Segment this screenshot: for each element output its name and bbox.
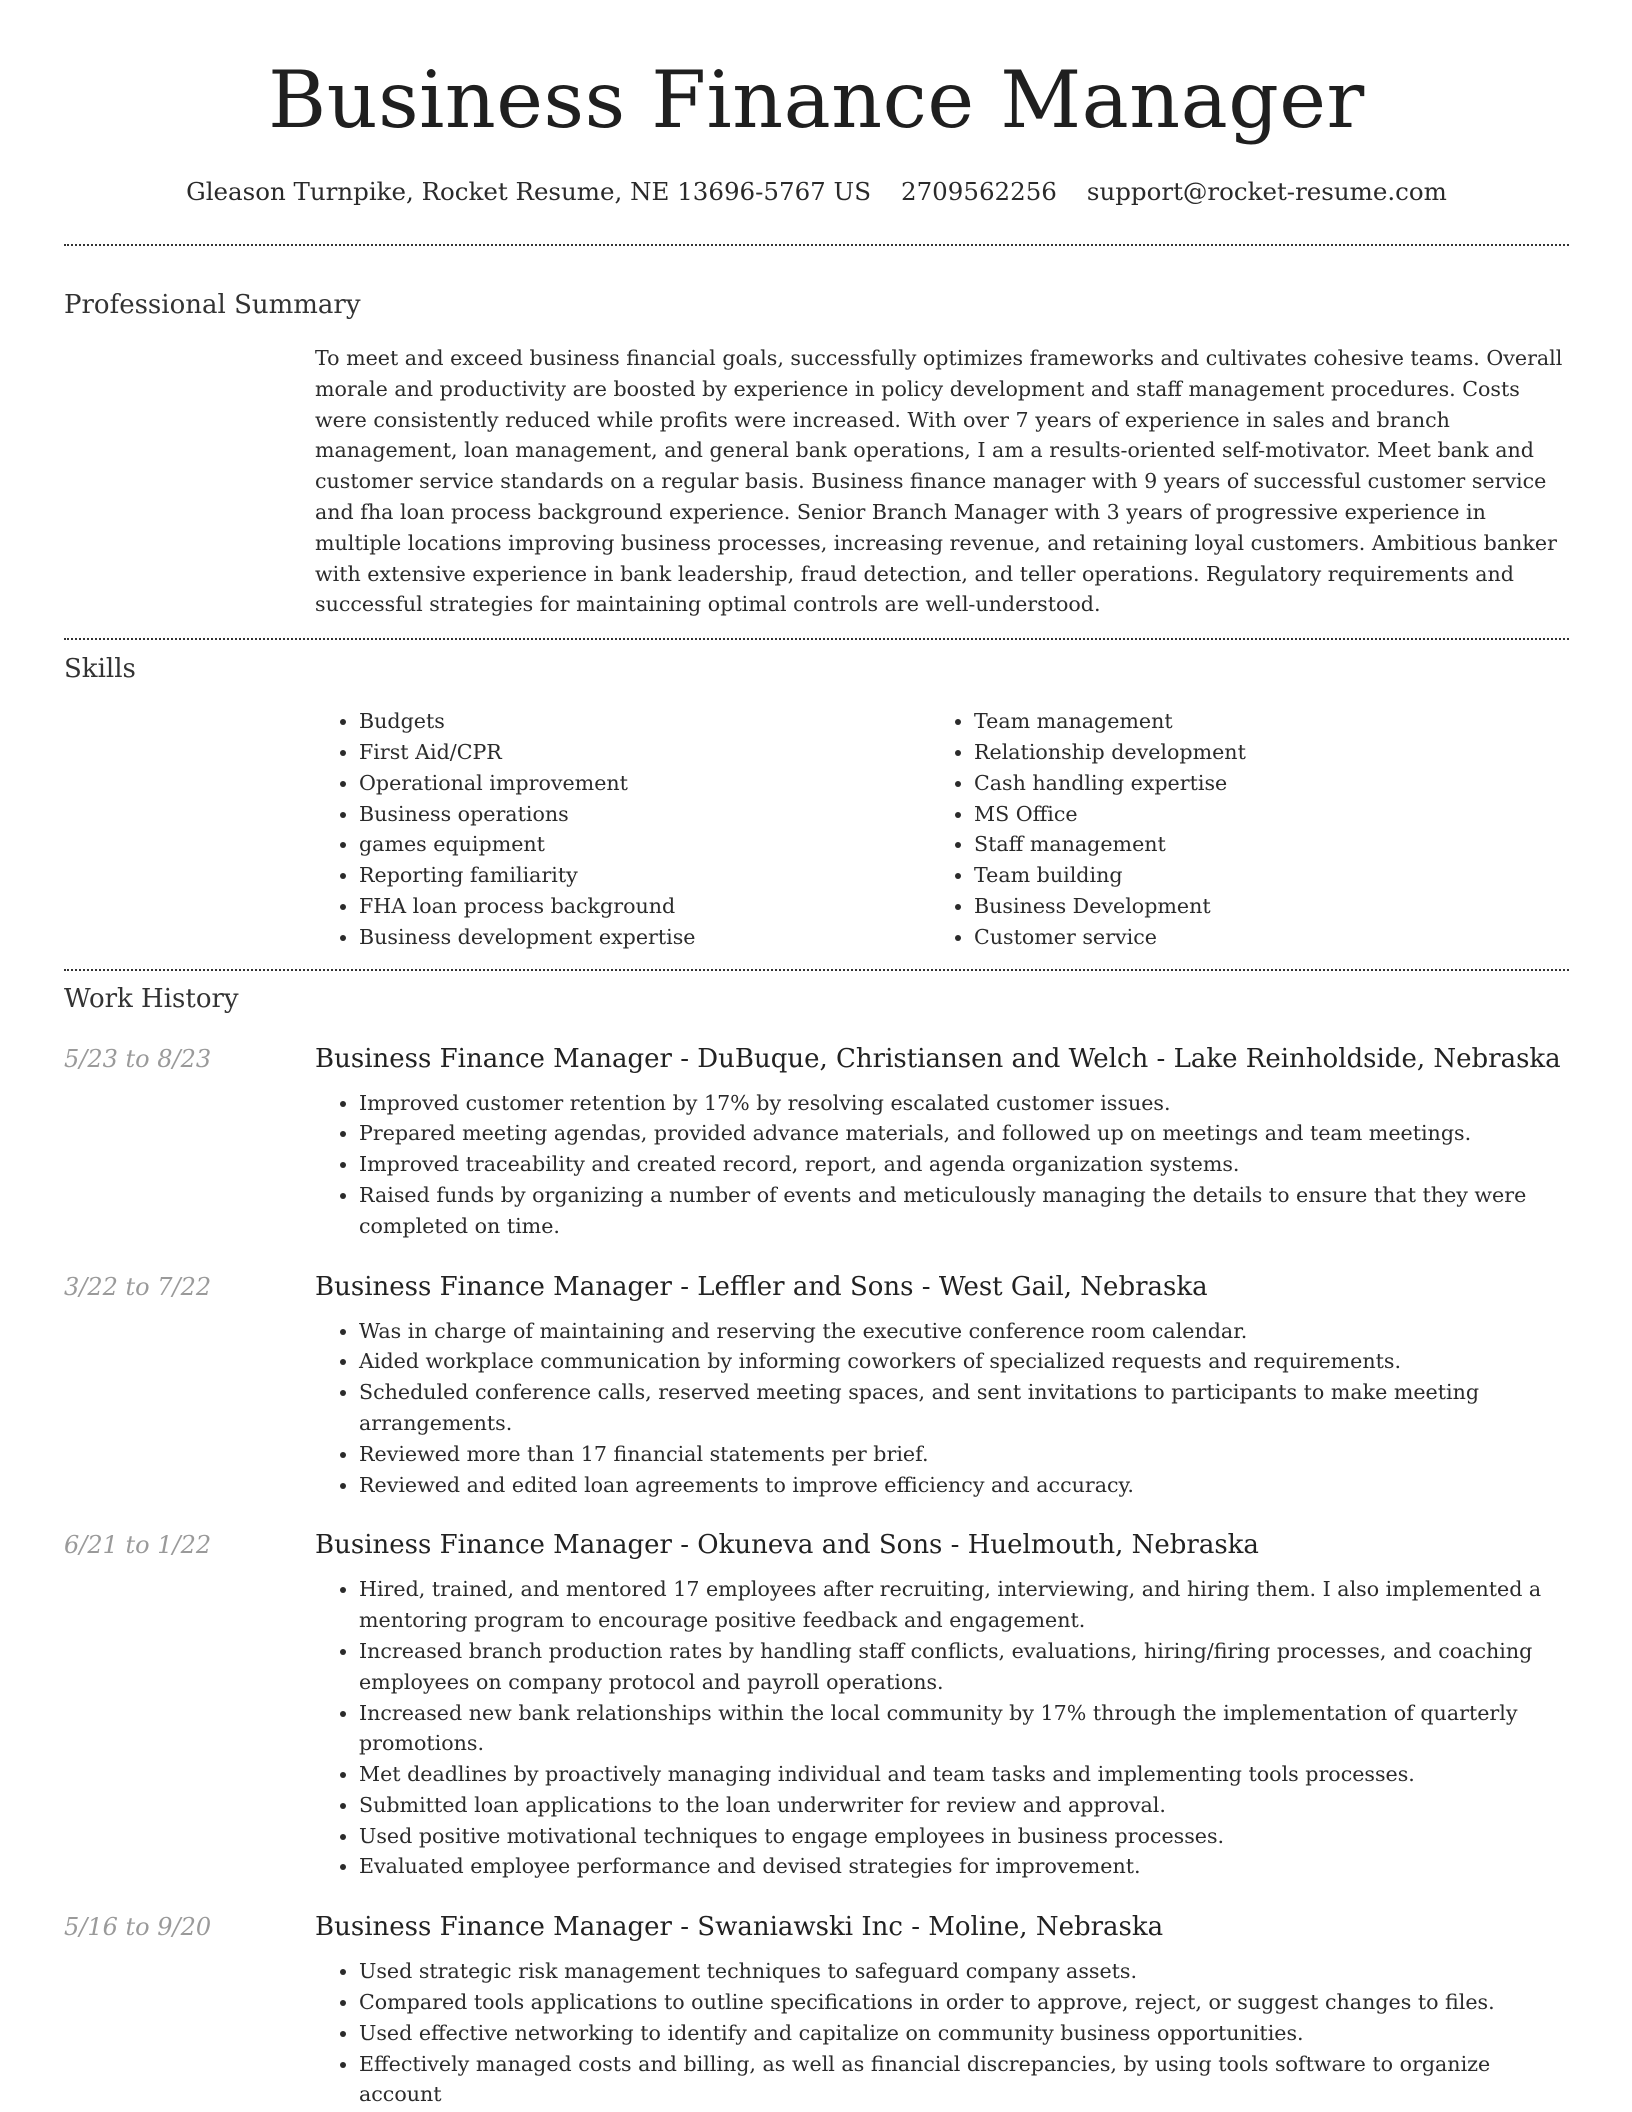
job-duty: • Increased branch production rates by handling staff conflicts, evaluations, hiring/firing processes, and coaching employees on company protocol and payroll operations. [359,1636,1569,1698]
work-history-heading: Work History [64,983,239,1014]
resume-page [64,0,1569,2110]
job-duty: • Scheduled conference calls, reserved meeting spaces, and sent invitations to participants to make meeting arrangements. [359,1377,1569,1439]
skill-item: • MS Office [974,799,1545,830]
job-entry [64,1528,1569,1882]
skill-item: • Cash handling expertise [974,768,1545,799]
job-duty: • Improved customer retention by 17% by resolving escalated customer issues. [359,1088,1569,1119]
job-duties [315,1956,1569,2110]
skill-item: • First Aid/CPR [359,737,930,768]
skill-item: • FHA loan process background [359,891,930,922]
job-duties [315,1316,1569,1501]
job-dates: 3/22 to 7/22 [64,1272,212,1301]
job-title: Business Finance Manager - Swaniawski Inc - Moline, Nebraska [315,1912,1164,1943]
job-title: Business Finance Manager - DuBuque, Christiansen and Welch - Lake Reinholdside, Nebraska [315,1043,1561,1074]
job-title: Business Finance Manager - Okuneva and Sons - Huelmouth, Nebraska [315,1530,1259,1561]
job-duty: • Evaluated employee performance and devised strategies for improvement. [359,1851,1569,1882]
skill-item: • Staff management [974,829,1545,860]
job-duty: • Used strategic risk management techniques to safeguard company assets. [359,1956,1569,1987]
skill-item: • Customer service [974,922,1545,953]
summary-heading: Professional Summary [64,290,361,320]
skills-list [315,706,1569,952]
skill-item: • Relationship development [974,737,1545,768]
skills-column-left [315,706,930,952]
job-duty: • Hired, trained, and mentored 17 employees after recruiting, interviewing, and hiring them. I also implemented a mentoring program to encourage positive feedback and engagement. [359,1574,1569,1636]
skill-item: • Business development expertise [359,922,930,953]
job-entry [64,1270,1569,1501]
skill-item: • Business operations [359,799,930,830]
job-title: Business Finance Manager - Leffler and Sons - West Gail, Nebraska [315,1271,1208,1302]
job-duty: • Effectively managed costs and billing, as well as financial discrepancies, by using tools software to organize account [359,2049,1569,2111]
skill-item: • Team building [974,860,1545,891]
contact-line [64,176,1569,208]
section-divider [64,244,1569,246]
skill-item: • Reporting familiarity [359,860,930,891]
job-entry [64,1042,1569,1242]
job-duty: • Reviewed more than 17 financial statements per brief. [359,1439,1569,1470]
job-duty: • Prepared meeting agendas, provided advance materials, and followed up on meetings and team meetings. [359,1118,1569,1149]
skill-item: • Team management [974,706,1545,737]
job-entry [64,1910,1569,2110]
contact-address: Gleason Turnpike, Rocket Resume, NE 13696-5767 US [186,177,871,206]
contact-phone: 2709562256 [901,177,1057,206]
job-duty: • Increased new bank relationships within the local community by 17% through the implementation of quarterly promotions. [359,1698,1569,1760]
job-duty: • Was in charge of maintaining and reserving the executive conference room calendar. [359,1316,1569,1347]
contact-email: support@rocket-resume.com [1086,177,1447,206]
skill-item: • Budgets [359,706,930,737]
job-dates: 5/16 to 9/20 [64,1913,212,1942]
skill-item: • Business Development [974,891,1545,922]
job-dates: 6/21 to 1/22 [64,1531,212,1560]
job-duty: • Used effective networking to identify and capitalize on community business opportunities. [359,2018,1569,2049]
job-duty: • Used positive motivational techniques to engage employees in business processes. [359,1821,1569,1852]
job-duty: • Aided workplace communication by informing coworkers of specialized requests and requirements. [359,1346,1569,1377]
job-duty: • Compared tools applications to outline specifications in order to approve, reject, or suggest changes to files. [359,1987,1569,2018]
section-divider [64,969,1569,971]
job-duties [315,1088,1569,1242]
resume-name: Business Finance Manager [268,54,1365,146]
section-divider [64,638,1569,640]
job-duty: • Improved traceability and created record, report, and agenda organization systems. [359,1149,1569,1180]
job-duty: • Raised funds by organizing a number of events and meticulously managing the details to ensure that they were completed on time. [359,1180,1569,1242]
skill-item: • Operational improvement [359,768,930,799]
skills-column-right [930,706,1545,952]
job-duty: • Met deadlines by proactively managing individual and team tasks and implementing tools processes. [359,1759,1569,1790]
job-duty: • Submitted loan applications to the loan underwriter for review and approval. [359,1790,1569,1821]
job-duties [315,1574,1569,1882]
skills-heading: Skills [64,654,136,685]
job-duty: • Reviewed and edited loan agreements to improve efficiency and accuracy. [359,1470,1569,1501]
skill-item: • games equipment [359,829,930,860]
job-dates: 5/23 to 8/23 [64,1044,212,1073]
summary-paragraph: To meet and exceed business financial goals, successfully optimizes frameworks and cultivates cohesive teams. Overall morale and productivity are boosted by experience in policy development and staff management procedures. Costs were consistently reduced while profits were increased. With over 7 years of experience in sales and branch management, loan management, and general bank operations, I am a results-oriented self-motivator. Meet bank and customer service standards on a regular basis. Business finance manager with 9 years of successful customer service and fha loan process background experience. Senior Branch Manager with 3 years of progressive experience in multiple locations improving business processes, increasing revenue, and retaining loyal customers. Ambitious banker with extensive experience in bank leadership, fraud detection, and teller operations. Regulatory requirements and successful strategies for maintaining optimal controls are well-understood. [315,346,1563,617]
